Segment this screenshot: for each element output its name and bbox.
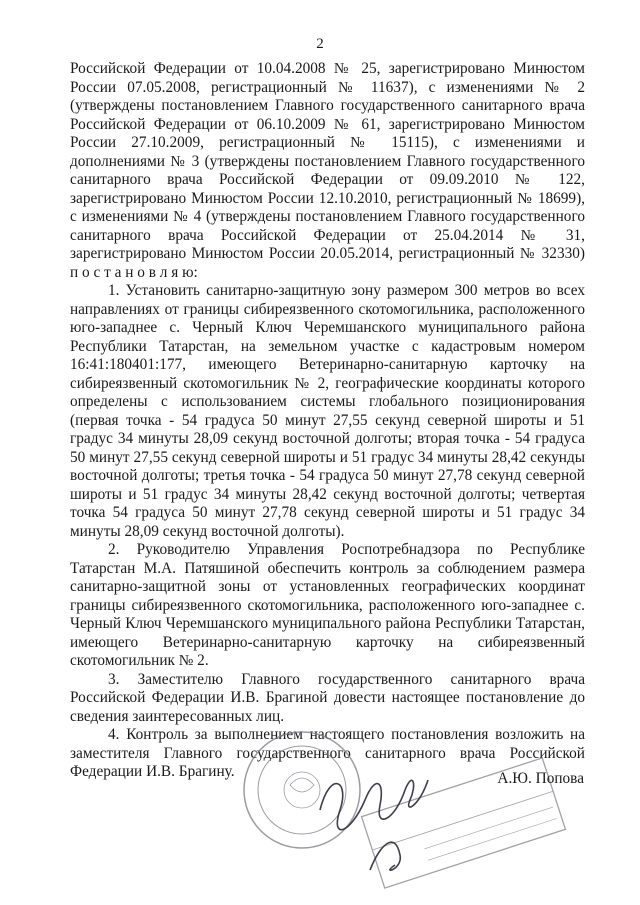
intro-paragraph: Российской Федерации от 10.04.2008 № 25, зарегистрировано Минюстом России 07.05.2008, регистрационный № 11637), с изменениями № 2 (утверждены постановлением Главного государственного санитарного врача Российской Федерации от 06.10.2009 № 61, зарегистрировано Минюстом России 27.10.2009, регистрационный № 15115), с изменениями и дополнениями № 3 (утверждены постановлением Главного государственного санитарного врача Российской Федерации от 09.09.2010 № 122, зарегистрировано Минюстом России 12.10.2010, регистрационный № 18699), с изменениями № 4 (утверждены постановлением Главного государственного санитарного врача Российской Федерации от 25.04.2014 № 31, зарегистрировано Минюстом России 20.05.2014, регистрационный № 32330) п о с т а н о в л я ю:	[70, 60, 585, 281]
page-number: 2	[316, 36, 324, 52]
document-body	[70, 60, 585, 782]
signatory-name: А.Ю. Попова	[497, 770, 584, 787]
clause-2: 2. Руководителю Управления Роспотребнадзора по Республике Татарстан М.А. Патяшиной обеспечить контроль за соблюдением размера санитарно-защитной зоны от установленных географических координат границы сибиреязвенного скотомогильника, расположенного юго-западнее с. Черный Ключ Черемшанского муниципального района Республики Татарстан, имеющего Ветеринарно-санитарную карточку на сибиреязвенный скотомогильник № 2.	[70, 541, 585, 669]
signature-block	[0, 730, 640, 905]
clause-4: 4. Контроль за выполнением настоящего постановления возложить на заместителя Главного государственного санитарного врача Российской Федерации И.В. Брагину.	[70, 726, 585, 780]
official-stamp	[220, 730, 580, 905]
clause-3: 3. Заместителю Главного государственного санитарного врача Российской Федерации И.В. Брагиной довести настоящее постановление до сведения заинтересованных лиц.	[70, 670, 585, 725]
clause-1: 1. Установить санитарно-защитную зону размером 300 метров во всех направлениях от границы сибиреязвенного скотомогильника, расположенного юго-западнее с. Черный Ключ Черемшанского муниципального района Республики Татарстан, на земельном участке с кадастровым номером 16:41:180401:177, имеющего Ветеринарно-санитарную карточку на сибиреязвенный скотомогильник № 2, географические координаты которого определены с использованием системы глобального позиционирования (первая точка - 54 градуса 50 минут 27,55 секунд северной широты и 51 градус 34 минуты 28,09 секунд восточной долготы; вторая точка - 54 градуса 50 минут 27,55 секунд северной широты и 51 градус 34 минуты 28,42 секунды восточной долготы; третья точка - 54 градуса 50 минут 27,78 секунд северной широты и 51 градус 34 минуты 28,42 секунд восточной долготы; четвертая точка 54 градуса 50 минут 27,78 секунд северной широты и 51 градус 34 минуты 28,09 секунд восточной долготы).	[70, 282, 585, 540]
